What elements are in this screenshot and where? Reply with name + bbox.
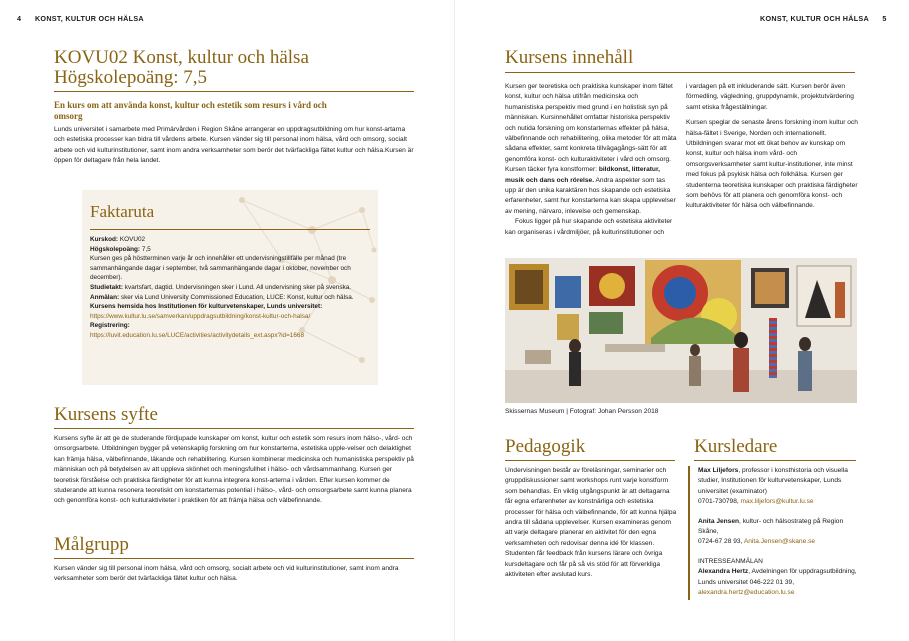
- kursledare-rule: [694, 460, 856, 461]
- kursledare-2: [698, 517, 862, 548]
- malgrupp-paragraph: Kursen vänder sig till personal inom hälsa, vård och omsorg, socialt arbete och vid kulturinstitutioner, samt inom andra verksamheter som berör det tvärfackliga fältet kultur och hälsa.: [54, 565, 399, 583]
- label-kurskod: Kurskod:: [90, 236, 119, 243]
- kursledare-3-name: Alexandra Hertz: [698, 568, 749, 576]
- left-page: [0, 0, 454, 641]
- kursledare-2-title: , kultur- och hälsostrateg på Region Skåne,: [698, 517, 844, 536]
- pedagogik-paragraph: Undervisningen består av föreläsningar, seminarier och gruppdiskussioner samt workshops runt varje konstform som behandlas. En viktig utgångspunkt är att deltagarna får egna erfarenheter av konstnärliga och estetiska processer för hälsa och välbefinnande, för att kunna hjälpa andra till sådana upplevelser. Kursen examineras genom att varje deltagare planerar en aktivitet för den egna verksamheten och redovisar denna idé för klassen. Studenten får feedback från kursens lärare och övriga kursdeltagare och får på så vis stöd för att förverkliga aktiviteten efter avslutad kurs.: [505, 467, 677, 579]
- pedagogik-rule: [505, 460, 675, 461]
- kursledare-1-phone: 0701-730798,: [698, 498, 741, 506]
- innehall-text-1: Kursen ger teoretiska och praktiska kunskaper inom fältet konst, kultur och hälsa utifrån medicinska och humanistiska perspektiv med grund i en holistisk syn på människan. Kursinnehållet omfattar historiska perspektiv och nutida forskning om konstarternas effekter på hälsa, välbefinnande och rehabilitering, olika metoder för att mäta sådana effekter, samt konkreta tillvägagångs-sätt för att genomföra konst- och kulturaktiviteter i vård och omsorg. Kursen täcker fyra konstformer:: [505, 83, 677, 174]
- intresse-label: INTRESSEANMÄLAN: [698, 557, 763, 565]
- course-title: [54, 48, 414, 88]
- page-number: 4: [17, 14, 22, 23]
- running-header-left: [17, 14, 144, 23]
- kursledare-2-name: Anita Jensen: [698, 517, 740, 525]
- innehall-heading: Kursens innehåll: [505, 47, 634, 68]
- kursledare-heading: Kursledare: [694, 436, 778, 457]
- intro-paragraph: Lunds universitet i samarbete med Primärvården i Region Skåne arrangerar en uppdragsutbildning om hur konst-artarna och estetiska processer kan bidra till vårdens arbete. Kursen vänder sig till personal inom hälsa, vård och omsorg, socialt arbete och vid kulturinstitutioner, samt inom andra verksamheter som berör det tvärfackliga fältet kultur och hälsa.Kursen är öppen för deltagare från hela landet.: [54, 126, 414, 165]
- label-anmalan: Anmälan:: [90, 293, 120, 301]
- label-hemsida: Kursens hemsida hos Institutionen för kulturvetenskaper, Lunds universitet:: [90, 303, 323, 311]
- label-studietakt: Studietakt:: [90, 283, 124, 291]
- running-title: KONST, KULTUR OCH HÄLSA: [34, 14, 144, 23]
- fact-box: [82, 190, 378, 385]
- fact-box-rule: [90, 229, 370, 230]
- kursledare-3-title: , Avdelningen för uppdragsutbildning, Lunds universitet 046-222 01 39,: [698, 568, 857, 586]
- kursledare-1-email-link[interactable]: max.liljefors@kultur.lu.se: [740, 498, 814, 506]
- museum-photo: [505, 258, 857, 403]
- syfte-rule: [54, 428, 414, 429]
- title-rule: [54, 91, 414, 92]
- syfte-heading: Kursens syfte: [54, 404, 158, 425]
- fact-box-heading: Faktaruta: [90, 202, 155, 221]
- innehall-text-4: i vardagen på ett inkluderande sätt. Kursen berör även förmedling, vägledning, gruppdynamik, projektutvärdering samt etiska frågeställningar.: [686, 83, 854, 111]
- page-gutter: [454, 0, 455, 641]
- running-title: KONST, KULTUR OCH HÄLSA: [760, 14, 869, 23]
- label-hp: Högskolepoäng:: [90, 245, 141, 253]
- course-title-line: KOVU02 Konst, kultur och hälsa: [54, 47, 309, 68]
- malgrupp-rule: [54, 558, 414, 559]
- value-anmalan: sker via Lund University Commissioned Education, LUCE: Konst, kultur och hälsa.: [119, 293, 354, 301]
- fact-box-body: [90, 235, 372, 341]
- value-kurskod: KOVU02: [118, 236, 146, 243]
- kursledare-2-phone: 0724-67 28 93,: [698, 538, 744, 546]
- course-homepage-link[interactable]: https://www.kultur.lu.se/samverkan/uppdragsutbildning/konst-kultur-och-halsa/: [90, 312, 311, 320]
- page-number: 5: [882, 14, 887, 23]
- label-registrering: Registrering:: [90, 322, 130, 330]
- innehall-rule: [505, 72, 855, 73]
- syfte-paragraph: Kursens syfte är att ge de studerande fördjupade kunskaper om konst, kultur och estetik som resurs inom hälso-, vård- och omsorgsarbete. Utbildningen bygger på vetenskaplig forskning om hur konstarterna, estetiska upple-velser och delaktighet kan främja hälsa, välbefinnande, läkande och rehabilitering. Kursen kombinerar medicinska och humanistiska perspektiv på människan och på betydelsen av att uppleva skönhet och meningsfullhet i hälso- och vårdsammanhang. Kursen ger teoretisk förståelse och praktiska färdigheter för att kunna integrera konst-arterna i vården. Efter kursen kommer de studerande att kunna resonera teoretiskt om konstarternas potential i hälso-, vård- och omsorgsarbete samt kunna planera och genomföra konst- och kulturaktiviteter i praktiken för att främja hälsa och välbefinnande.: [54, 435, 414, 505]
- kursledare-side-rule: [688, 466, 690, 600]
- kursledare-list: [698, 466, 862, 598]
- innehall-column-1: [505, 82, 677, 238]
- kursledare-1: [698, 466, 862, 508]
- museum-photo-graphic: [505, 258, 857, 403]
- registration-link[interactable]: https://luvit.education.lu.se/LUCE/activities/activitydetails_ext.aspx?id=1668: [90, 331, 305, 339]
- innehall-art-forms: bildkonst, litteratur, musik och dans och rörelse.: [505, 166, 660, 184]
- value-studietakt: kvartsfart, dagtid. Undervisningen sker i Lund. All undervisning sker på svenska.: [123, 283, 352, 291]
- innehall-text-5: Kursen speglar de senaste årens forskning inom kultur och hälsa-fältet i Sverige, Norden och internationellt. Utbildningen svarar mot ett ökat behov av kunskap om konst, kultur och hälsa inom vård- och omsorgsverksamheter samt kultur-institutioner, inte minst med fokus på psykisk hälsa och folkhälsa. Kursen ger studenterna teoretiska kunskaper och praktiska färdigheter som behövs för att planera och genomföra konst- och kulturaktiviteter för hälsa och välbefinnande.: [686, 119, 858, 210]
- running-header-right: [760, 14, 887, 23]
- kursledare-3-email-link[interactable]: alexandra.hertz@education.lu.se: [698, 589, 795, 597]
- kursledare-1-name: Max Liljefors: [698, 467, 739, 474]
- innehall-column-2: [686, 82, 858, 212]
- pedagogik-heading: Pedagogik: [505, 436, 586, 457]
- malgrupp-heading: Målgrupp: [54, 534, 129, 555]
- photo-caption: Skissernas Museum | Fotograf: Johan Persson 2018: [505, 408, 659, 415]
- kursledare-1-title: , professor i konsthistoria och visuella studier, Institutionen för kulturvetenskaper, Lunds universitet (examinator): [698, 467, 848, 495]
- kursledare-2-email-link[interactable]: Anita.Jensen@skane.se: [743, 538, 816, 546]
- schedule-text: Kursen ges på höstterminen varje år och innehåller ett undervisningstillfälle per månad (tre sammanhängande dagar i september, två sammanhängande dagar i oktober, november och december).: [90, 255, 351, 282]
- credits-line: Högskolepoäng: 7,5: [54, 67, 208, 88]
- innehall-text-3: Fokus ligger på hur skapande och estetiska aktiviteter kan organiseras i vårdmiljöer, på kulturinstitutioner och: [505, 218, 673, 236]
- value-hp: 7,5: [140, 245, 151, 253]
- kursledare-3: [698, 567, 862, 598]
- innehall-text-2: Andra aspekter som tas upp är den unika karaktären hos skapande och estetiska erfarenheter, samt hur konstarterna kan skapa upplevelser av mening, närvaro, inlevelse och gemenskap.: [505, 176, 676, 215]
- lead-text: En kurs om att använda konst, kultur och estetik som resurs i vård och omsorg: [54, 100, 327, 121]
